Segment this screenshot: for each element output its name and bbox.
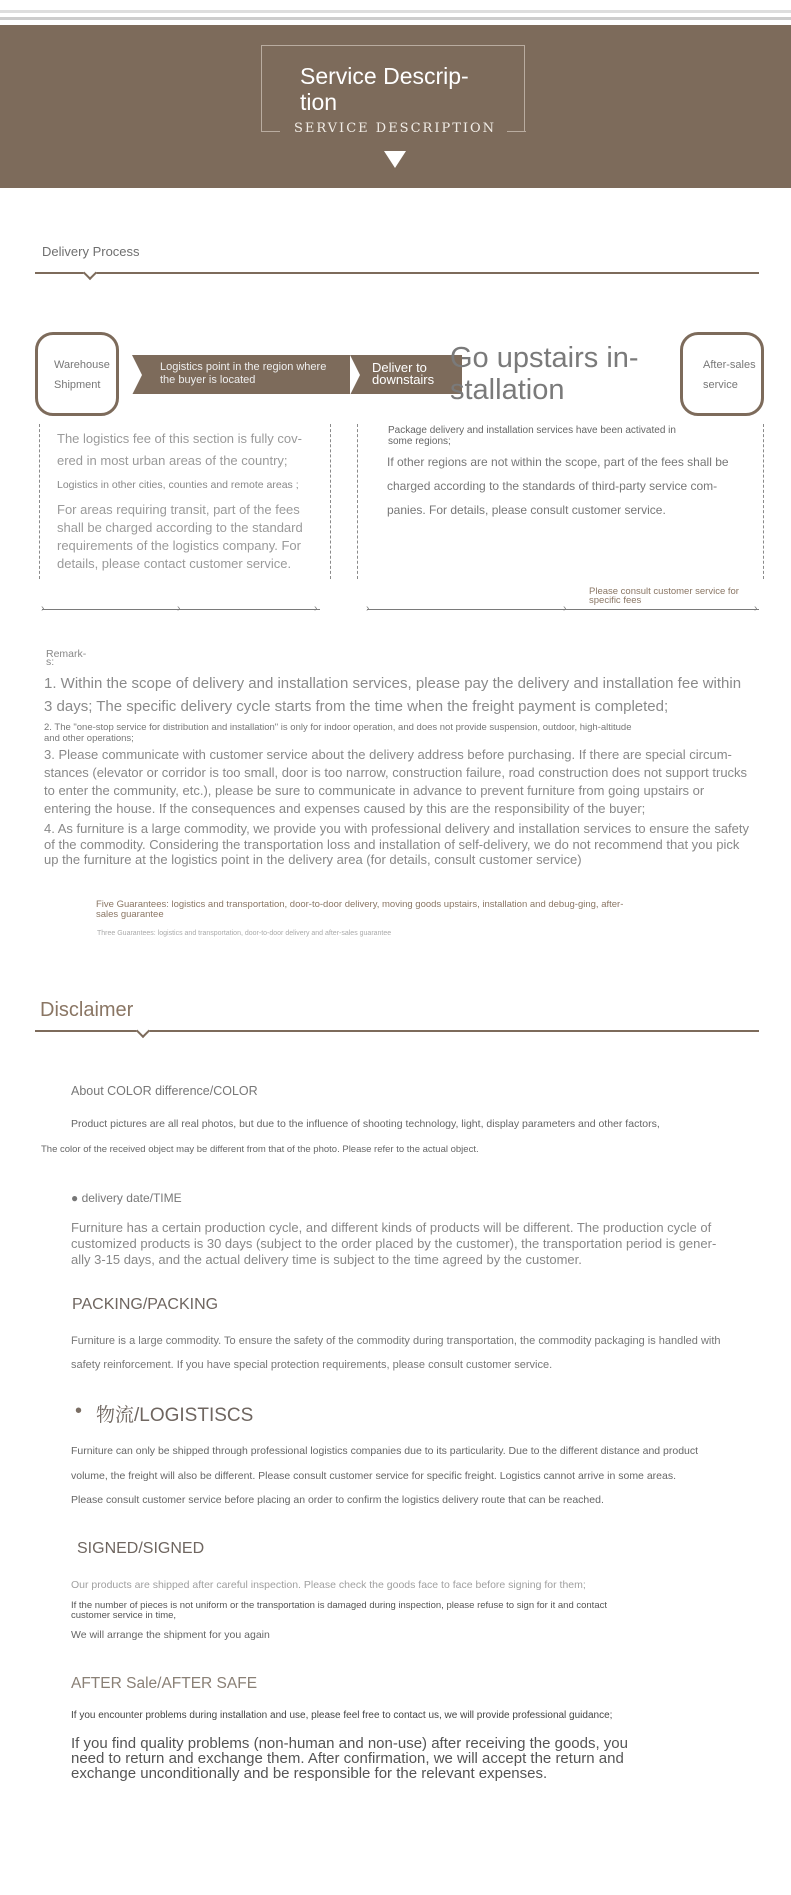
notch-icon: [136, 1024, 150, 1038]
fees-note: Please consult customer service for specific fees: [589, 586, 739, 606]
step-after-sales: After-sales service: [680, 332, 764, 416]
arrow-head-icon: ›: [563, 603, 567, 614]
packing-title: PACKING/PACKING: [72, 1296, 219, 1313]
three-guarantees: Three Guarantees: logistics and transportation, door-to-door delivery and after-sales guarantee: [97, 930, 392, 937]
arrow-head-icon: ›: [754, 603, 758, 614]
signed-text: If the number of pieces is not uniform or the transportation is damaged during inspection, please refuse to sign for it and contact customer service in time,: [71, 1600, 607, 1621]
remark-item: 3. Please communicate with customer service about the delivery address before purchasing. If there are special circum-stances (elevator or corridor is too small, door is too narrow, construction failure, road construction does not support trucks to enter the community, etc.), please be sure to communicate in advance to prevent furniture from going upstairs or entering the house. If the consequences and expenses caused by this are the responsibility of the buyer;: [44, 747, 748, 816]
top-divider: [0, 17, 791, 20]
dashed-divider: [330, 424, 331, 579]
step-warehouse: Warehouse Shipment: [35, 332, 119, 416]
disclaimer-heading: Disclaimer: [40, 999, 134, 1021]
time-text: Furniture has a certain production cycle, and different kinds of products will be different. The production cycle of customized products is 30 days (subject to the order placed by the customer), the transportation period is gener-ally 3-15 days, and the actual delivery time is subject to the time agreed by the customer.: [71, 1220, 717, 1267]
remark-item: 1. Within the scope of delivery and installation services, please pay the delivery and installation fee within 3 days; The specific delivery cycle starts from the time when the freight payment is completed;: [44, 675, 742, 715]
right-col-text: If other regions are not within the scope, part of the fees shall be charged according to the standards of third-party service com-panies. For details, please consult customer service.: [387, 455, 729, 517]
color-text: The color of the received object may be different from that of the photo. Please refer to the actual object.: [41, 1144, 479, 1155]
step-upstairs: Go upstairs in-stallation: [450, 342, 639, 406]
after-sale-title: AFTER Sale/AFTER SAFE: [71, 1675, 258, 1692]
left-col-text: Logistics in other cities, counties and remote areas ;: [57, 479, 299, 491]
color-title: About COLOR difference/COLOR: [71, 1084, 258, 1098]
time-title: ● delivery date/TIME: [71, 1191, 182, 1205]
arrow-head-icon: ›: [366, 603, 370, 614]
dashed-divider: [763, 424, 764, 579]
five-guarantees: Five Guarantees: logistics and transportation, door-to-door delivery, moving goods upstairs, installation and debug-ging, after-sales guarantee: [96, 899, 624, 920]
arrow-head-icon: ›: [41, 603, 45, 614]
dashed-divider: [39, 424, 40, 579]
left-col-text: For areas requiring transit, part of the fees shall be charged according to the standard requirements of the logistics company. For details, please contact customer service.: [57, 502, 303, 571]
section-heading: Delivery Process: [42, 244, 140, 259]
arrow-head-icon: ›: [314, 603, 318, 614]
remarks-label: Remark-s:: [46, 648, 87, 668]
logistics-text: Furniture can only be shipped through professional logistics companies due to its particularity. Due to the different distance and product volume, the freight will also be different. Please consult customer service for specific freight. Logistics cannot arrive in some areas. Please consult customer service before placing an order to confirm the logistics delivery route that can be reached.: [71, 1445, 699, 1506]
after-sale-text: If you find quality problems (non-human and non-use) after receiving the goods, you need to return and exchange them. After confirmation, we will accept the return and exchange unconditionally and be responsible for the relevant expenses.: [71, 1735, 628, 1782]
chevron-icon: [132, 355, 142, 395]
step-downstairs: Deliver to downstairs: [372, 360, 435, 387]
signed-text: Our products are shipped after careful inspection. Please check the goods face to face before signing for them;: [71, 1579, 586, 1591]
left-col-text: The logistics fee of this section is fully cov-ered in most urban areas of the country;: [57, 431, 302, 468]
right-col-text: Package delivery and installation services have been activated in some regions;: [388, 425, 676, 447]
step-logistics-point: Logistics point in the region where the buyer is located: [160, 361, 327, 386]
remark-item: 2. The "one-stop service for distribution and installation" is only for indoor operation, and does not provide suspension, outdoor, high-altitude and other operations;: [44, 722, 632, 744]
color-text: Product pictures are all real photos, but due to the influence of shooting technology, light, display parameters and other factors,: [71, 1118, 660, 1130]
section-rule: [35, 272, 759, 274]
signed-text: We will arrange the shipment for you again: [71, 1629, 270, 1641]
packing-text: Furniture is a large commodity. To ensure the safety of the commodity during transportation, the commodity packaging is handled with safety reinforcement. If you have special protection requirements, please consult customer service.: [71, 1335, 721, 1371]
arrow-head-icon: ›: [177, 603, 181, 614]
bullet-icon: •: [75, 1400, 83, 1422]
remark-item: 4. As furniture is a large commodity, we provide you with professional delivery and installation services to ensure the safety of the commodity. Considering the transportation loss and installation of self-delivery, we do not recommend that you pick up the furniture at the logistics point in the delivery area (for details, consult customer service): [44, 821, 749, 867]
title-frame-edge: [261, 131, 280, 132]
page-title: Service Descrip-tion: [300, 63, 469, 115]
signed-title: SIGNED/SIGNED: [77, 1540, 205, 1557]
top-divider: [0, 10, 791, 13]
triangle-down-icon: [384, 151, 406, 168]
arrow-line: [42, 609, 320, 610]
notch-icon: [83, 266, 97, 280]
chevron-icon: [350, 355, 360, 395]
page-subtitle: SERVICE DESCRIPTION: [293, 121, 497, 136]
logistics-title: 物流/LOGISTISCS: [96, 1405, 254, 1426]
dashed-divider: [357, 424, 358, 579]
title-frame-edge: [507, 131, 526, 132]
after-sale-text: If you encounter problems during installation and use, please feel free to contact us, we will provide professional guidance;: [71, 1710, 613, 1721]
